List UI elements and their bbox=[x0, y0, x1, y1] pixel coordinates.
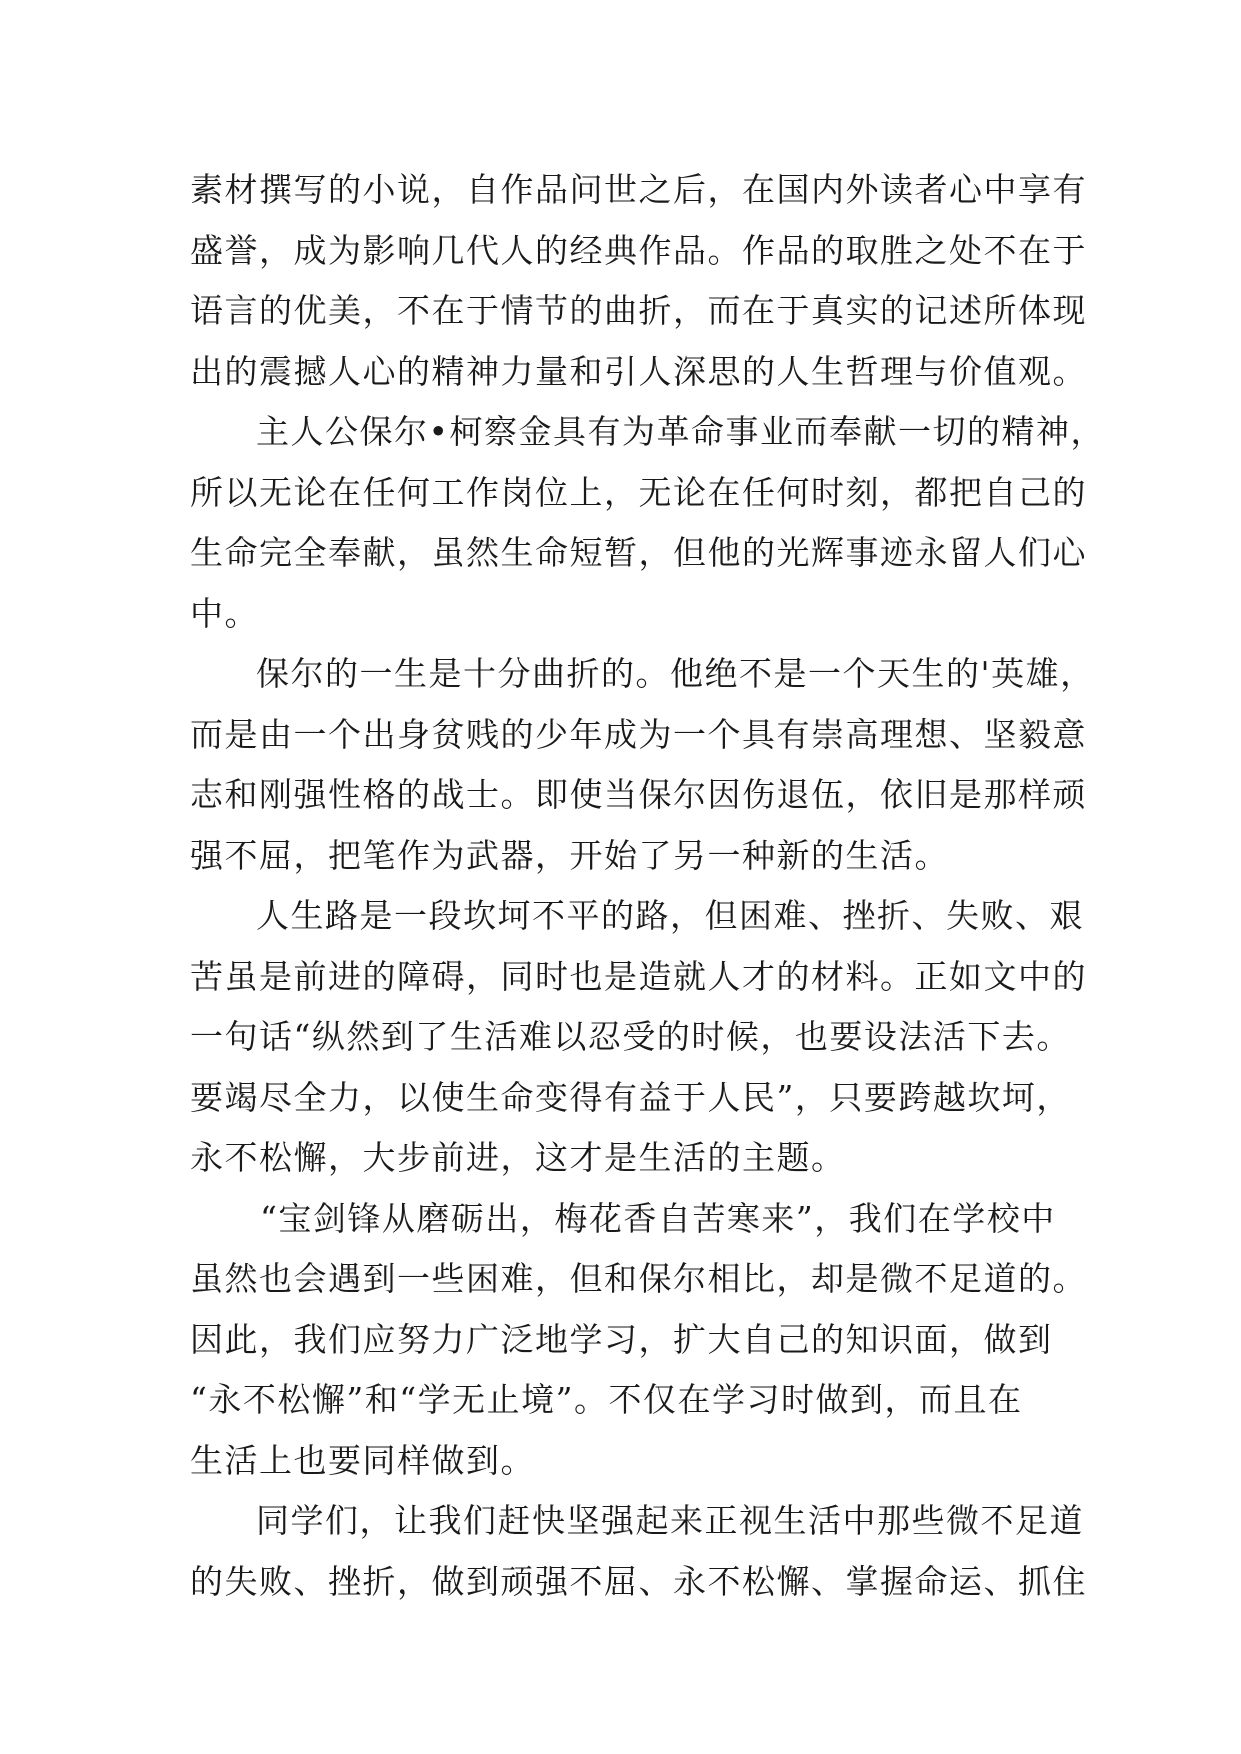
text-line: 的失败、挫折，做到顽强不屈、永不松懈、掌握命运、抓住 bbox=[190, 1561, 1087, 1601]
paragraph-first-line: “宝剑锋从磨砺出，梅花香自苦寒来”，我们在学校中 bbox=[260, 1198, 1056, 1238]
paragraph-first-line: 同学们，让我们赶快坚强起来正视生活中那些微不足道 bbox=[256, 1501, 1084, 1540]
text-line: 语言的优美，不在于情节的曲折，而在于真实的记述所体现 bbox=[190, 291, 1087, 330]
text-line: “永不松懈”和“学无止境”。不仅在学习时做到，而且在 bbox=[190, 1380, 1023, 1419]
text-line: 苦虽是前进的障碍，同时也是造就人才的材料。正如文中的 bbox=[190, 956, 1087, 996]
text-line: 要竭尽全力，以使生命变得有益于人民”，只要跨越坎坷， bbox=[190, 1077, 1071, 1117]
text-line: 中。 bbox=[190, 593, 259, 633]
text-line: 永不松懈，大步前进，这才是生活的主题。 bbox=[190, 1138, 846, 1177]
paragraph-first-line: 保尔的一生是十分曲折的。他绝不是一个天生的'英雄， bbox=[256, 654, 1095, 693]
text-line: 因此，我们应努力广泛地学习，扩大自己的知识面，做到 bbox=[190, 1319, 1053, 1359]
text-line: 素材撰写的小说，自作品问世之后，在国内外读者心中享有 bbox=[190, 170, 1087, 209]
text-line: 所以无论在任何工作岗位上，无论在任何时刻，都把自己的 bbox=[190, 472, 1087, 512]
text-line: 生命完全奉献，虽然生命短暂，但他的光辉事迹永留人们心 bbox=[190, 533, 1087, 572]
text-line: 强不屈，把笔作为武器，开始了另一种新的生活。 bbox=[190, 835, 949, 875]
text-line: 而是由一个出身贫贱的少年成为一个具有崇高理想、坚毅意 bbox=[190, 714, 1087, 754]
text-line: 出的震撼人心的精神力量和引人深思的人生哲理与价值观。 bbox=[190, 351, 1087, 391]
text-line: 盛誉，成为影响几代人的经典作品。作品的取胜之处不在于 bbox=[190, 230, 1087, 270]
paragraph-first-line: 主人公保尔•柯察金具有为革命事业而奉献一切的精神， bbox=[256, 412, 1105, 451]
text-line: 虽然也会遇到一些困难，但和保尔相比，却是微不足道的。 bbox=[190, 1259, 1087, 1298]
text-line: 一句话“纵然到了生活难以忍受的时候，也要设法活下去。 bbox=[190, 1017, 1071, 1056]
document-body bbox=[190, 160, 1105, 1612]
text-line: 生活上也要同样做到。 bbox=[190, 1440, 535, 1480]
text-line: 志和刚强性格的战士。即使当保尔因伤退伍，依旧是那样顽 bbox=[190, 775, 1087, 814]
paragraph-first-line: 人生路是一段坎坷不平的路，但困难、挫折、失败、艰 bbox=[256, 896, 1084, 935]
